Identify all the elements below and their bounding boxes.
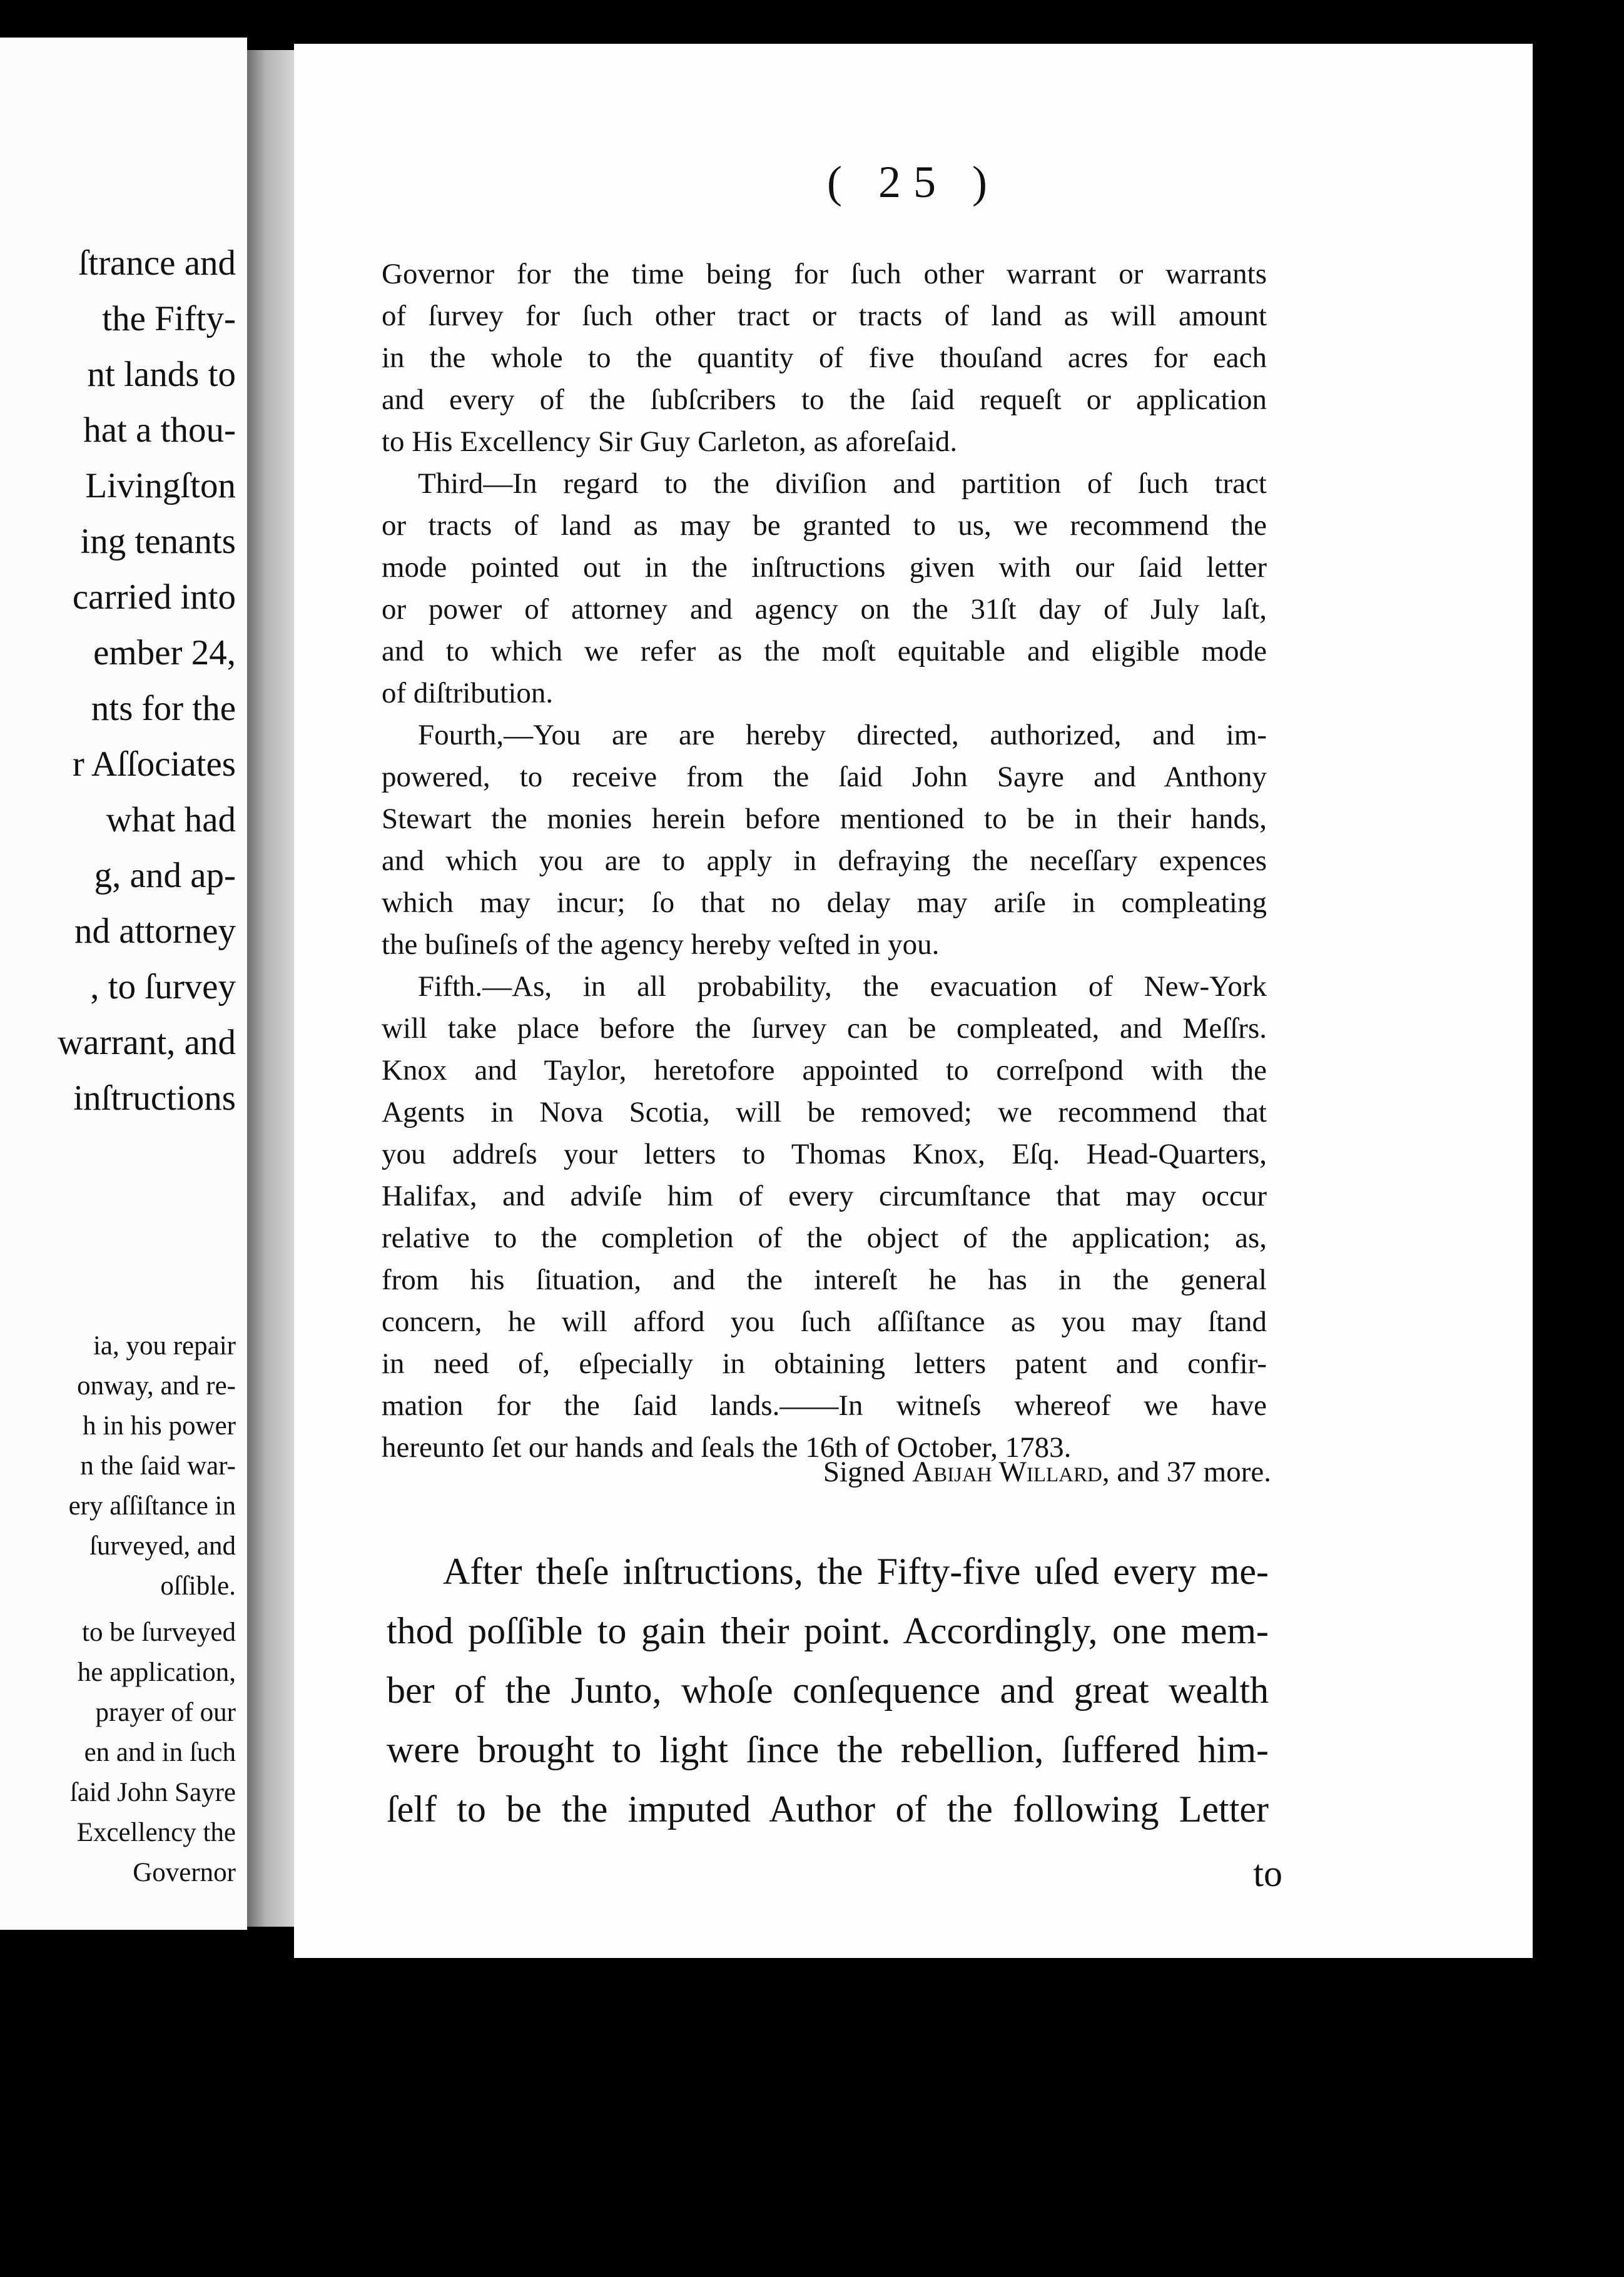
facing-page-line: carried into [72,577,236,617]
facing-page-line: ember 24, [93,633,236,672]
facing-page-footnote-line: oſſible. [160,1571,236,1601]
body-text-line: of ſurvey for ſuch other tract or tracts of land as will amount [382,300,1267,332]
facing-page-line: r Aſſociates [72,744,236,784]
facing-page-footnote-line: onway, and re- [77,1371,236,1401]
facing-page-footnote-line: prayer of our [95,1698,236,1727]
body-text-line: Third—In regard to the diviſion and partition of ſuch tract [418,467,1267,500]
facing-page-line: ſtrance and [78,243,236,283]
scan-background [1533,44,1624,1958]
body-text-line: Halifax, and adviſe him of every circumſtance that may occur [382,1180,1267,1212]
main-page [294,44,1533,1958]
body-text-line: concern, he will afford you ſuch aſſiſtance as you may ſtand [382,1306,1267,1338]
facing-page-footnote-line: en and in ſuch [84,1738,236,1767]
facing-page-line: nts for the [91,689,236,728]
facing-page-line: g, and ap- [94,856,236,895]
body-text-line: and which you are to apply in defraying the neceſſary expences [382,844,1267,877]
facing-page-footnote-line: ery aſſiſtance in [68,1491,236,1521]
paragraph-line: ſelf to be the imputed Author of the following Letter [387,1788,1269,1830]
body-text-line: Fifth.—As, in all probability, the evacuation of New-York [418,970,1267,1003]
body-text-line: Agents in Nova Scotia, will be removed; we recommend that [382,1096,1267,1128]
paragraph-line: thod poſſible to gain their point. Accordingly, one mem- [387,1610,1269,1651]
body-text-line: Governor for the time being for ſuch other warrant or warrants [382,258,1267,290]
body-text-line: you addreſs your letters to Thomas Knox, Eſq. Head-Quarters, [382,1138,1267,1170]
body-text-line: will take place before the ſurvey can be compleated, and Meſſrs. [382,1012,1267,1045]
body-text-line: mode pointed out in the inſtructions given with our ſaid letter [382,551,1267,584]
body-text-line: powered, to receive from the ſaid John Sayre and Anthony [382,761,1267,793]
body-text-line: hereunto ſet our hands and ſeals the 16th of October, 1783. [382,1431,1072,1464]
facing-page-footnote-line: to be ſurveyed [82,1618,236,1647]
paragraph-line: After theſe inſtructions, the Fifty-five uſed every me- [443,1551,1269,1592]
body-text-line: the buſineſs of the agency hereby veſted in you. [382,928,940,961]
facing-page-line: Livingſton [85,466,236,505]
facing-page-footnote-line: Excellency the [76,1818,236,1847]
signature-line [823,1458,1271,1487]
facing-page-footnote-line: ia, you repair [93,1331,236,1361]
facing-page-line: warrant, and [58,1023,236,1062]
facing-page-footnote-line: he application, [77,1658,236,1687]
body-text-line: or power of attorney and agency on the 31ſt day of July laſt, [382,593,1267,626]
facing-page-line: ing tenants [80,522,236,561]
facing-page-footnote-line: n the ſaid war- [80,1451,236,1481]
signatory-name: Abijah Willard, [912,1456,1110,1488]
catchword: to [1253,1853,1282,1894]
body-text-line: in the whole to the quantity of five thouſand acres for each [382,342,1267,374]
body-text-line: to His Excellency Sir Guy Carleton, as aforeſaid. [382,425,958,458]
body-text-line: and to which we refer as the moſt equitable and eligible mode [382,635,1267,667]
body-text-line: Fourth,—You are are hereby directed, authorized, and im- [418,719,1267,751]
signature-prefix: Signed [823,1456,905,1488]
body-text-line: of diſtribution. [382,677,554,709]
facing-page-line: what had [106,800,236,839]
page-number: ( 25 ) [827,157,1000,207]
body-text-line: relative to the completion of the object of the application; as, [382,1222,1267,1254]
facing-page-line: nt lands to [87,355,236,394]
facing-page-footnote-line: h in his power [83,1411,236,1441]
body-text-line: which may incur; ſo that no delay may ariſe in compleating [382,886,1267,919]
body-text-line: or tracts of land as may be granted to us, we recommend the [382,509,1267,542]
facing-page-line: hat a thou- [83,410,236,450]
facing-page-line: inſtructions [73,1078,236,1118]
body-text-line: Stewart the monies herein before mentioned to be in their hands, [382,803,1267,835]
facing-page-footnote-line: Governor [133,1858,236,1887]
body-text-line: and every of the ſubſcribers to the ſaid requeſt or application [382,383,1267,416]
facing-page-footnote-line: ſurveyed, and [89,1531,236,1561]
facing-page [0,38,247,1930]
facing-page-line: the Fifty- [102,299,236,338]
body-text-line: in need of, eſpecially in obtaining letters patent and confir- [382,1347,1267,1380]
body-text-line: Knox and Taylor, heretofore appointed to correſpond with the [382,1054,1267,1087]
body-text-line: from his ſituation, and the intereſt he has in the general [382,1264,1267,1296]
facing-page-line: , to ſurvey [90,967,236,1007]
paragraph-line: ber of the Junto, whoſe conſequence and great wealth [387,1670,1269,1711]
book-gutter [247,50,294,1927]
facing-page-line: nd attorney [74,911,236,951]
signature-suffix: and 37 more. [1117,1456,1271,1488]
paragraph-line: were brought to light ſince the rebellion, ſuffered him- [387,1729,1269,1770]
facing-page-footnote-line: ſaid John Sayre [69,1778,236,1807]
body-text-line: mation for the ſaid lands.——In witneſs whereof we have [382,1389,1267,1422]
